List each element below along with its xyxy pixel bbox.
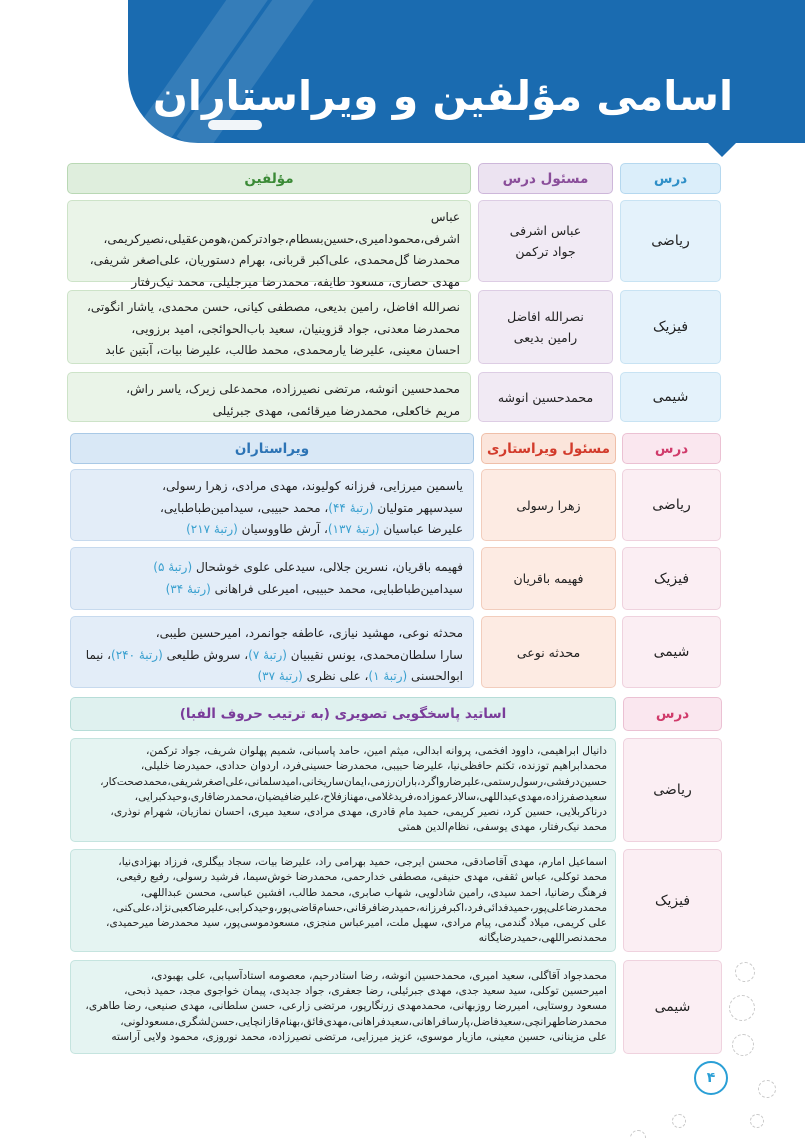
page-title: اسامی مؤلفین و ویراستاران bbox=[152, 72, 733, 120]
responsible-name: محمدحسین انوشه bbox=[497, 389, 594, 405]
name-text: ، آرش طاووسيان bbox=[237, 522, 328, 536]
names-line bbox=[81, 498, 463, 520]
name-text: محدثه نوعی، مهشيد نيازی، عاطفه جوانمرد، اميرحسين طيبی، bbox=[155, 626, 463, 640]
responsible-name: نصرالله افاضل bbox=[507, 309, 584, 324]
names-line: اميرحسين توکلی، سيد سعيد جدی، مهدی جبرئيلی، رضا جعفری، جواد جديدی، پيمان خواجوی مجد، حميد ذبحی، bbox=[124, 985, 607, 998]
decorative-circle bbox=[630, 1130, 646, 1138]
names-line bbox=[81, 557, 463, 579]
authors-header-names: مؤلفین bbox=[67, 163, 471, 194]
names-line: احسان معينی، عليرضا يارمحمدی، محمد طالب، عليرضا بيات، آبتين عابد bbox=[105, 343, 460, 357]
decorative-circle bbox=[672, 1114, 686, 1128]
rank-label: (رتبهٔ ۷) bbox=[248, 647, 287, 662]
names-line: نصرالله افاضل، رامين بديعی، مصطفی کيانی، حسن محمدی، ياشار انگوتی، bbox=[86, 300, 460, 314]
names-line bbox=[81, 645, 463, 667]
names-line: مهدی حصاری، مسعود طايفه، محمدرضا ميرجليلی، محمد نيک‌رفتار bbox=[131, 274, 460, 289]
name-text: ، محمد حبيبی، سيدامين‌طباطبايی، bbox=[160, 500, 329, 515]
authors-header-subject: درس bbox=[620, 163, 721, 194]
page-number: ۴ bbox=[694, 1061, 728, 1095]
header-banner bbox=[128, 0, 805, 143]
rank-label: (رتبهٔ ۱) bbox=[368, 669, 408, 683]
names-line: حسين‌درفشی،رسول‌رستمی،عليرضارواگرد،باران‌رزمی،ايمان‌ساريخانی،اميدسلمانی،علی‌اصغرشريفی،محمدصحت‌کار، bbox=[100, 775, 607, 788]
name-text: ، نيما bbox=[85, 647, 112, 662]
teachers-names-chemistry bbox=[70, 960, 616, 1054]
editors-names-physics bbox=[70, 547, 474, 610]
editors-header-responsible: مسئول ویراستاری bbox=[481, 433, 616, 464]
names-line: محمدرضاطهرانچی،سعيدفاضل،پارسافراهانی،سعيدفراهانی،مهدی‌فائق،بهنام‌قازانچايی،حسن‌لشگری،مسعودلونی، bbox=[120, 1015, 607, 1028]
editors-subject-chemistry: شیمی bbox=[622, 616, 721, 688]
decorative-circle bbox=[732, 1034, 754, 1056]
rank-label: (رتبهٔ ۲۱۷) bbox=[186, 522, 238, 536]
rank-label: (رتبهٔ ۴۴) bbox=[328, 500, 374, 515]
name-text: فهيمه باقريان، نسرين جلالی، سيدعلی علوی خوشحال bbox=[192, 560, 463, 574]
rank-label: (رتبهٔ ۳۷) bbox=[257, 669, 303, 683]
authors-subject-chemistry: شیمی bbox=[620, 372, 721, 422]
names-line bbox=[81, 519, 463, 541]
teachers-names-physics bbox=[70, 849, 616, 952]
editors-names-math bbox=[70, 469, 474, 541]
responsible-name: جواد ترکمن bbox=[515, 244, 576, 259]
names-line: درناکربلايی، حسين کرد، نصير کريمی، حميد مام قادری، مهدی مرادی، سعيد ميری، احسان نمازيان، شهرام نوذری، bbox=[110, 806, 607, 819]
name-text: ، علی نظری bbox=[302, 669, 369, 683]
authors-names-physics bbox=[67, 290, 471, 364]
teachers-subject-chemistry: شیمی bbox=[623, 960, 722, 1054]
name-text: سارا سلطان‌محمدی، يونس نقيبيان bbox=[286, 647, 463, 662]
teachers-header-names: اساتید پاسخگویی تصویری (به ترتیب حروف الفبا) bbox=[70, 697, 616, 731]
decorative-circle bbox=[758, 1080, 776, 1098]
authors-names-chemistry bbox=[67, 372, 471, 422]
decorative-circle bbox=[735, 962, 755, 982]
names-line: علی کريمی، ميلاد گندمی، پيام مرادی، سهيل ملت، اميرعباس منجزی، مسعودموسی‌پور، سيد محمدرضا ميرحميدی، bbox=[106, 917, 607, 930]
names-line bbox=[81, 666, 463, 688]
names-line bbox=[81, 579, 463, 601]
rank-label: (رتبهٔ ۲۴۰) bbox=[111, 647, 163, 662]
names-line bbox=[81, 623, 463, 645]
teachers-names-math bbox=[70, 738, 616, 842]
banner-bar bbox=[208, 120, 262, 130]
editors-subject-physics: فیزیک bbox=[622, 547, 721, 610]
names-line: محمدحسين انوشه، مرتضی نصيرزاده، محمدعلی زيرک، ياسر راش، bbox=[126, 382, 460, 396]
names-line: عباس اشرفی،محموداميری،حسين‌بسطام،جوادترکمن،هومن‌عقيلی،نصيرکريمی، bbox=[103, 210, 460, 246]
names-line: دانيال ابراهيمی، داوود افخمی، پروانه ابدالی، ميثم امين، حامد پاسبانی، شميم پهلوان شريف، جواد ترکمن، bbox=[146, 745, 607, 757]
name-text: سيدسپهر متوليان bbox=[373, 500, 463, 515]
editors-header-names: ویراستاران bbox=[70, 433, 474, 464]
authors-subject-math: ریاضی bbox=[620, 200, 721, 282]
responsible-name: عباس اشرفی bbox=[509, 223, 582, 238]
name-text: ، سروش طليعی bbox=[162, 647, 249, 662]
names-line: فرهنگ رضانيا، احمد سيدی، رامين شادلويی، شهاب صابری، محمد طالب، افشين عباسی، محسن عبداللهی، bbox=[140, 886, 607, 899]
authors-responsible-math bbox=[478, 200, 613, 282]
names-line: اسماعيل امارم، مهدی آقاصادقی، محسن ايرجی، حميد بهرامی راد، عليرضا بيات، سجاد بيگلری، فرزاد بهزادی‌نيا، bbox=[118, 856, 607, 868]
teachers-subject-physics: فیزیک bbox=[623, 849, 722, 952]
name-text: سيدامين‌طباطبايی، محمد حبيبی، اميرعلی فراهانی bbox=[210, 581, 463, 596]
editors-subject-math: ریاضی bbox=[622, 469, 721, 541]
editors-responsible-math: زهرا رسولی bbox=[481, 469, 616, 541]
rank-label: (رتبهٔ ۱۳۷) bbox=[327, 522, 380, 536]
editors-responsible-physics: فهیمه باقریان bbox=[481, 547, 616, 610]
editors-header-subject: درس bbox=[622, 433, 721, 464]
rank-label: (رتبهٔ ۳۴) bbox=[165, 581, 211, 596]
names-line: محمدرضا گل‌محمدی، علی‌اکبر قربانی، بهرام دستوريان، علی‌اصغر شريفی، bbox=[89, 253, 460, 267]
names-line: محمد توکلی، عباس ثقفی، مهدی حنيفی، مصطفی خدارحمی، محمدرضا خوش‌سيما، فرشيد رسولی، رفيع رفيعی، bbox=[115, 871, 607, 884]
teachers-header-subject: درس bbox=[623, 697, 722, 731]
editors-responsible-chemistry: محدثه نوعی bbox=[481, 616, 616, 688]
name-text: عليرضا عباسيان bbox=[379, 522, 463, 536]
names-line: سعيدصفرزاده،مهدی‌عبداللهی،سالارعموزاده،فريدغلامی،مهنازفلاح،عليرضافيضيان،محمدرضاقاری،وحيدکبرايی، bbox=[134, 790, 607, 803]
name-text: ياسمين ميرزايی، فرزانه کوليوند، مهدی مرادی، زهرا رسولی، bbox=[162, 479, 463, 493]
names-line: محمد نيک‌رفتار، مهدی يوسفی، نظام‌الدين همتی bbox=[397, 821, 607, 834]
decorative-circle bbox=[750, 1114, 764, 1128]
names-line: مسعود روستايی، اميررضا روزبهانی، محمدمهدی زرنگارپور، مرتضی زارعی، حسن سلطانی، مهدی صنيعی، رضا طاهری، bbox=[85, 1000, 607, 1013]
names-line bbox=[81, 476, 463, 498]
names-line: مريم خاکعلی، محمدرضا ميرقائمی، مهدی جبرئيلی bbox=[212, 403, 460, 418]
decorative-circle bbox=[729, 995, 755, 1021]
authors-subject-physics: فیزیک bbox=[620, 290, 721, 364]
authors-header-responsible: مسئول درس bbox=[478, 163, 613, 194]
editors-names-chemistry bbox=[70, 616, 474, 688]
names-line: علی مزينانی، حسين معينی، مازيار موسوی، عزيز ميرزايی، مرتضی نصيرزاده، محمد نوروزی، محمود ولايی آراسته bbox=[111, 1030, 607, 1043]
authors-responsible-chemistry bbox=[478, 372, 613, 422]
rank-label: (رتبهٔ ۵) bbox=[153, 560, 193, 574]
names-line: محمدجواد آقاگلی، سعيد اميری، محمدحسين انوشه، رضا استادرحيم، معصومه استادآسيابی، علی بهبودی، bbox=[150, 969, 607, 982]
names-line: محمدرضا معدنی، جواد قزوينيان، سعيد باب‌الحوائجی، اميد برزويی، bbox=[131, 321, 460, 336]
name-text: ابوالحسنی bbox=[407, 669, 463, 683]
names-line: محمدنصراللهی،حميدرضايگانه bbox=[478, 932, 607, 945]
authors-responsible-physics bbox=[478, 290, 613, 364]
names-line: محمدابراهيم توزنده، تکتم حافظی‌نيا، عليرضا حبيبی، محمدرضا حسينی‌فرد، اردوان حدادی، حميدرضا خليلی، bbox=[140, 760, 607, 773]
banner-notch bbox=[706, 141, 738, 157]
responsible-name: رامین بدیعی bbox=[513, 330, 578, 345]
teachers-subject-math: ریاضی bbox=[623, 738, 722, 842]
names-line: محمدرضاعلی‌پور،حميدفدائی‌فرد،اکبرفرزانه،حميدرضافرقانی،حسام‌قاضی‌پور،وحيدکرابی،عليرضاکعبی‌نژاد،علی‌کنی، bbox=[112, 901, 607, 914]
authors-names-math bbox=[67, 200, 471, 289]
